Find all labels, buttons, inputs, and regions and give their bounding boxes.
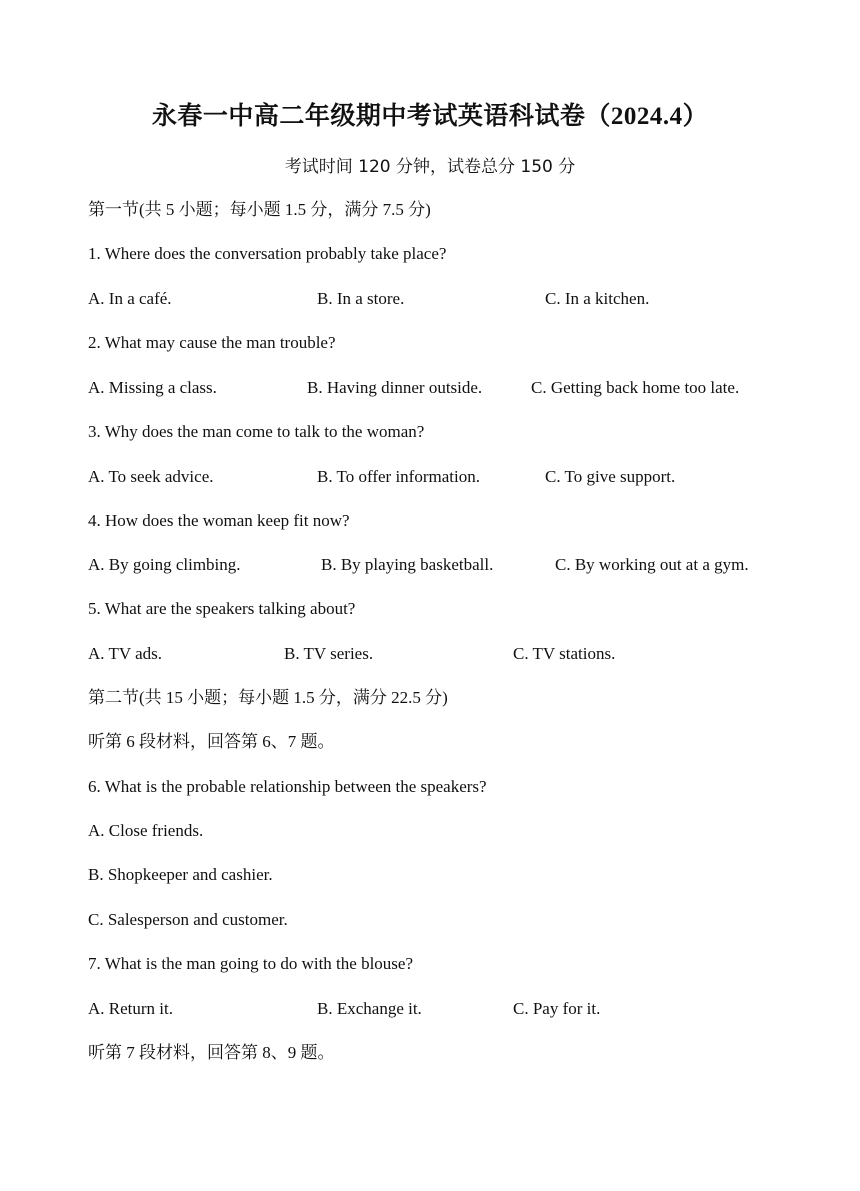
q1-option-c: C. In a kitchen. [545, 289, 650, 308]
question-6: 6. What is the probable relationship between the speakers? [88, 777, 487, 796]
exam-info: 考试时间 120 分钟，试卷总分 150 分 [284, 157, 576, 177]
passage-7-intro: 听第 7 段材料，回答第 8、9 题。 [88, 1043, 335, 1062]
section1-heading: 第一节(共 5 小题；每小题 1.5 分，满分 7.5 分) [88, 200, 431, 219]
q7-option-c: C. Pay for it. [513, 999, 601, 1018]
q4-option-b: B. By playing basketball. [321, 555, 494, 574]
q1-option-b: B. In a store. [317, 289, 405, 308]
q6-option-b: B. Shopkeeper and cashier. [88, 865, 273, 884]
q6-option-a: A. Close friends. [88, 821, 204, 840]
q5-option-c: C. TV stations. [513, 644, 616, 663]
q4-option-c: C. By working out at a gym. [555, 555, 749, 574]
q3-option-c: C. To give support. [545, 467, 676, 486]
section2-heading: 第二节(共 15 小题；每小题 1.5 分，满分 22.5 分) [88, 688, 448, 707]
q2-option-b: B. Having dinner outside. [307, 378, 483, 397]
q1-option-a: A. In a café. [88, 289, 172, 308]
q4-option-a: A. By going climbing. [88, 555, 241, 574]
q5-option-a: A. TV ads. [88, 644, 162, 663]
q7-option-a: A. Return it. [88, 999, 173, 1018]
question-1: 1. Where does the conversation probably take place? [88, 244, 447, 263]
question-5: 5. What are the speakers talking about? [88, 599, 356, 618]
q3-option-b: B. To offer information. [317, 467, 480, 486]
question-7: 7. What is the man going to do with the blouse? [88, 954, 414, 973]
question-4: 4. How does the woman keep fit now? [88, 511, 350, 530]
q5-option-b: B. TV series. [284, 644, 374, 663]
question-3: 3. Why does the man come to talk to the woman? [88, 422, 425, 441]
q7-option-b: B. Exchange it. [317, 999, 422, 1018]
question-2: 2. What may cause the man trouble? [88, 333, 336, 352]
passage-6-intro: 听第 6 段材料，回答第 6、7 题。 [88, 732, 335, 751]
q2-option-c: C. Getting back home too late. [531, 378, 740, 397]
q6-option-c: C. Salesperson and customer. [88, 910, 288, 929]
q3-option-a: A. To seek advice. [88, 467, 214, 486]
q2-option-a: A. Missing a class. [88, 378, 217, 397]
page-title: 永春一中高二年级期中考试英语科试卷（2024.4） [151, 103, 709, 130]
